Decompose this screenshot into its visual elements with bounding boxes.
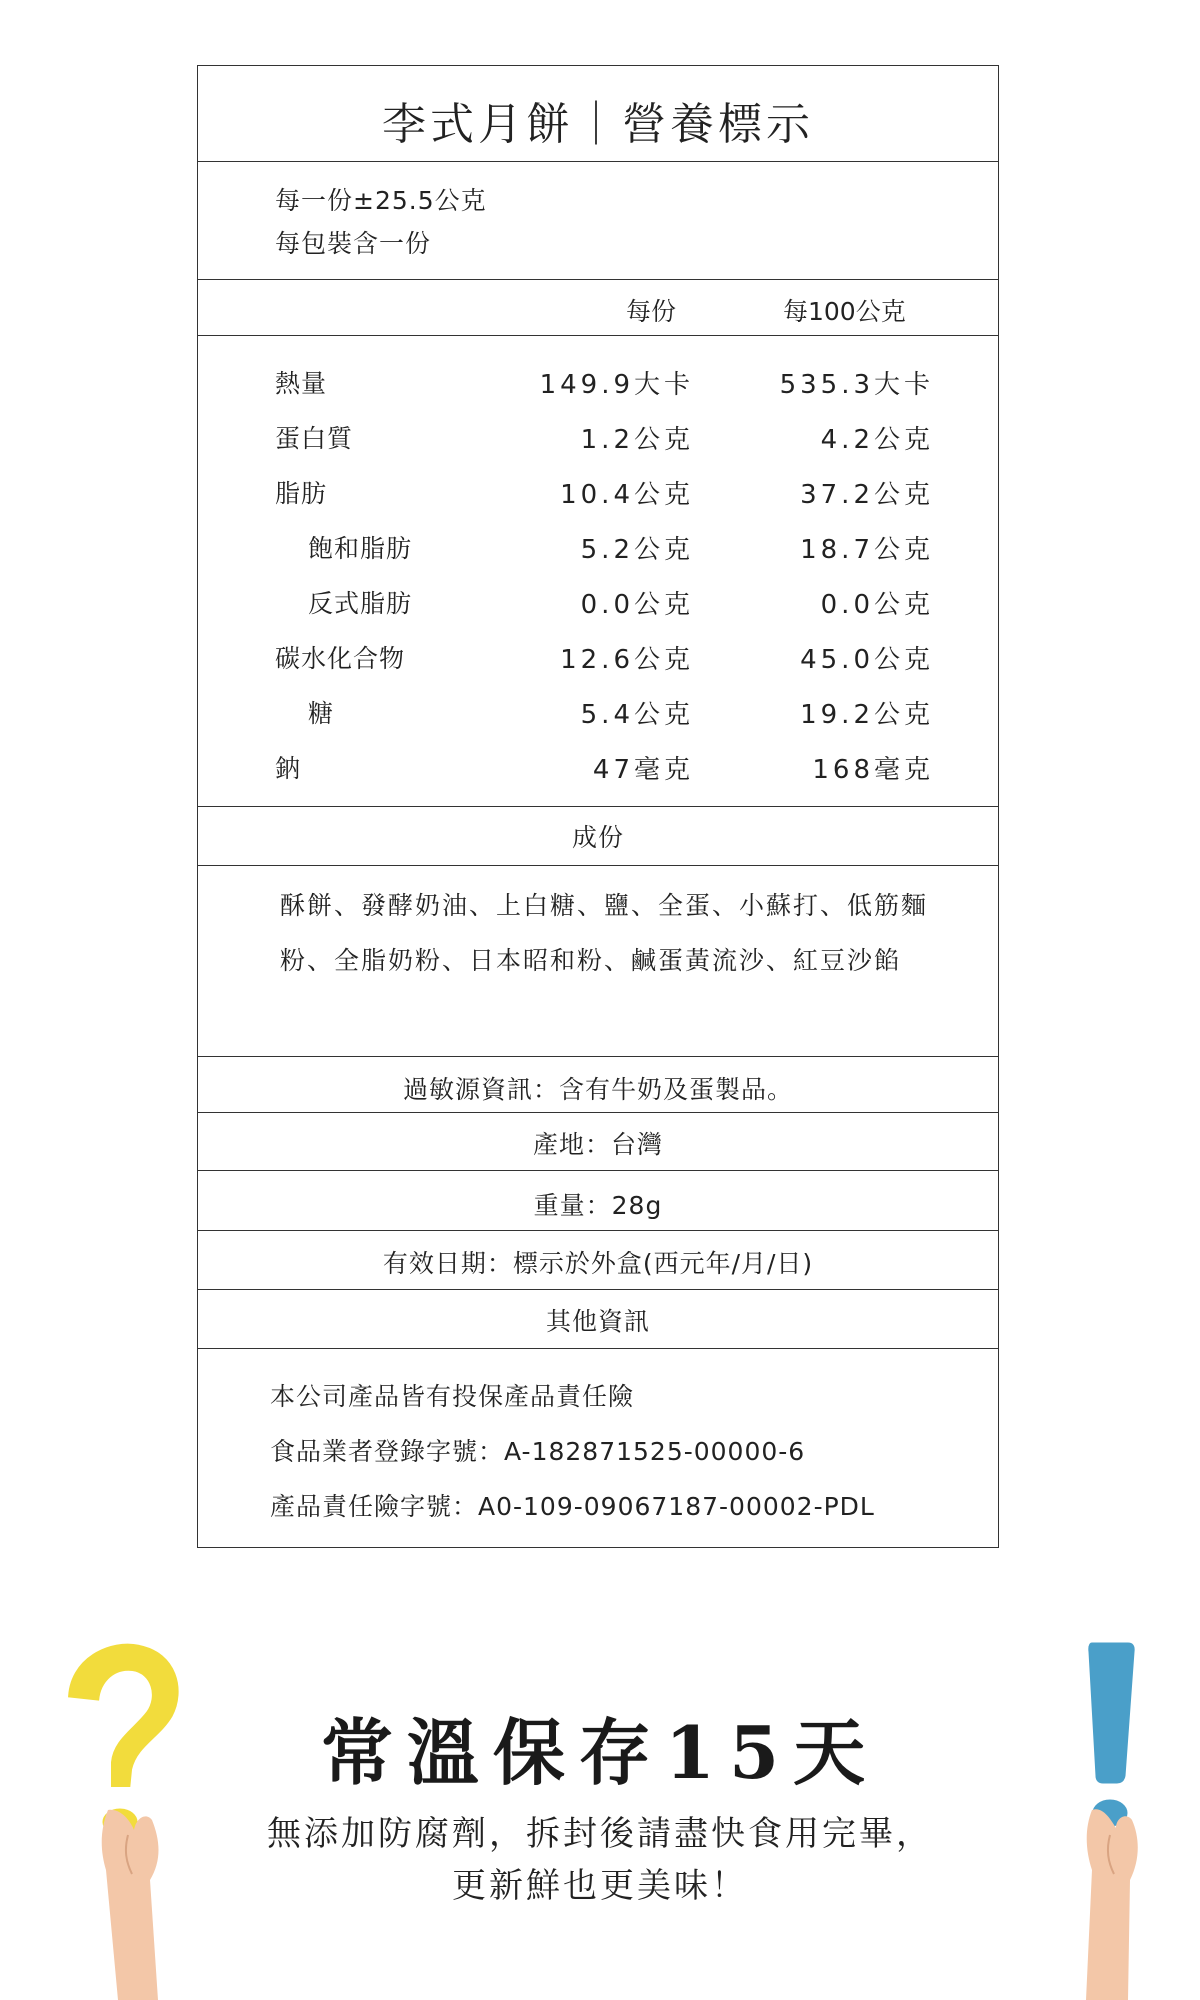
question-mark-sign-icon <box>40 1630 200 2000</box>
nutrient-name: 脂肪 <box>275 479 328 508</box>
ingredients-heading: 成份 <box>571 823 624 852</box>
divider <box>198 1348 998 1349</box>
divider <box>198 865 998 866</box>
col-header-per-serving: 每份 <box>626 297 677 326</box>
promo-line-2: 更新鮮也更美味！ <box>452 1866 748 1906</box>
origin: 產地：台灣 <box>532 1130 663 1159</box>
divider <box>198 335 998 336</box>
nutrient-per-serving: 1.2公克 <box>580 425 694 455</box>
servings-per-pack: 每包裝含一份 <box>275 229 432 258</box>
nutrition-label <box>197 65 999 1548</box>
net-weight: 重量：28g <box>533 1191 663 1220</box>
registration-number: 食品業者登錄字號：A-182871525-00000-6 <box>270 1437 806 1466</box>
exclamation-mark-sign-icon <box>1030 1630 1170 2000</box>
nutrient-per-100g: 535.3大卡 <box>779 370 934 400</box>
nutrient-per-100g: 0.0公克 <box>820 590 934 620</box>
insurance-line: 本公司產品皆有投保產品責任險 <box>270 1382 635 1411</box>
label-title: 李式月餅｜營養標示 <box>382 99 814 150</box>
divider <box>198 279 998 280</box>
divider <box>198 1230 998 1231</box>
col-header-per-100g: 每100公克 <box>783 297 906 326</box>
nutrient-per-serving: 12.6公克 <box>560 645 694 675</box>
nutrient-name: 鈉 <box>275 754 302 783</box>
divider <box>198 1112 998 1113</box>
promo-line-1: 無添加防腐劑，拆封後請盡快食用完畢， <box>267 1814 933 1854</box>
ingredients-text: 酥餅、發酵奶油、上白糖、鹽、全蛋、小蘇打、低筋麵粉、全脂奶粉、日本昭和粉、鹹蛋黃流沙、紅豆沙餡 <box>280 891 929 975</box>
nutrient-per-100g: 18.7公克 <box>800 535 934 565</box>
insurance-number: 產品責任險字號：A0-109-09067187-00002-PDL <box>270 1492 875 1521</box>
nutrient-per-100g: 4.2公克 <box>820 425 934 455</box>
nutrient-per-100g: 37.2公克 <box>800 480 934 510</box>
allergen-info: 過敏源資訊：含有牛奶及蛋製品。 <box>402 1075 793 1104</box>
expiry-date: 有效日期：標示於外盒(西元年/月/日) <box>382 1249 814 1278</box>
divider <box>198 1289 998 1290</box>
serving-size: 每一份±25.5公克 <box>275 186 487 215</box>
nutrient-per-100g: 45.0公克 <box>800 645 934 675</box>
promo-title: 常溫保存15天 <box>320 1710 880 1795</box>
divider <box>198 161 998 162</box>
nutrient-name: 反式脂肪 <box>308 589 413 618</box>
nutrient-name: 飽和脂肪 <box>308 534 413 563</box>
nutrient-name: 碳水化合物 <box>275 644 406 673</box>
divider <box>198 1056 998 1057</box>
promo-subtitle <box>230 1808 970 1912</box>
nutrient-per-serving: 5.2公克 <box>580 535 694 565</box>
nutrient-name: 熱量 <box>275 369 328 398</box>
nutrient-per-serving: 5.4公克 <box>580 700 694 730</box>
nutrient-name: 糖 <box>308 699 335 728</box>
other-info-heading: 其他資訊 <box>545 1307 650 1336</box>
nutrient-name: 蛋白質 <box>275 424 354 453</box>
nutrient-per-serving: 47毫克 <box>592 755 694 785</box>
nutrient-per-100g: 19.2公克 <box>800 700 934 730</box>
nutrient-per-serving: 0.0公克 <box>580 590 694 620</box>
divider <box>198 1170 998 1171</box>
divider <box>198 806 998 807</box>
nutrient-per-serving: 10.4公克 <box>560 480 694 510</box>
nutrient-per-serving: 149.9大卡 <box>539 370 694 400</box>
nutrient-per-100g: 168毫克 <box>812 755 934 785</box>
